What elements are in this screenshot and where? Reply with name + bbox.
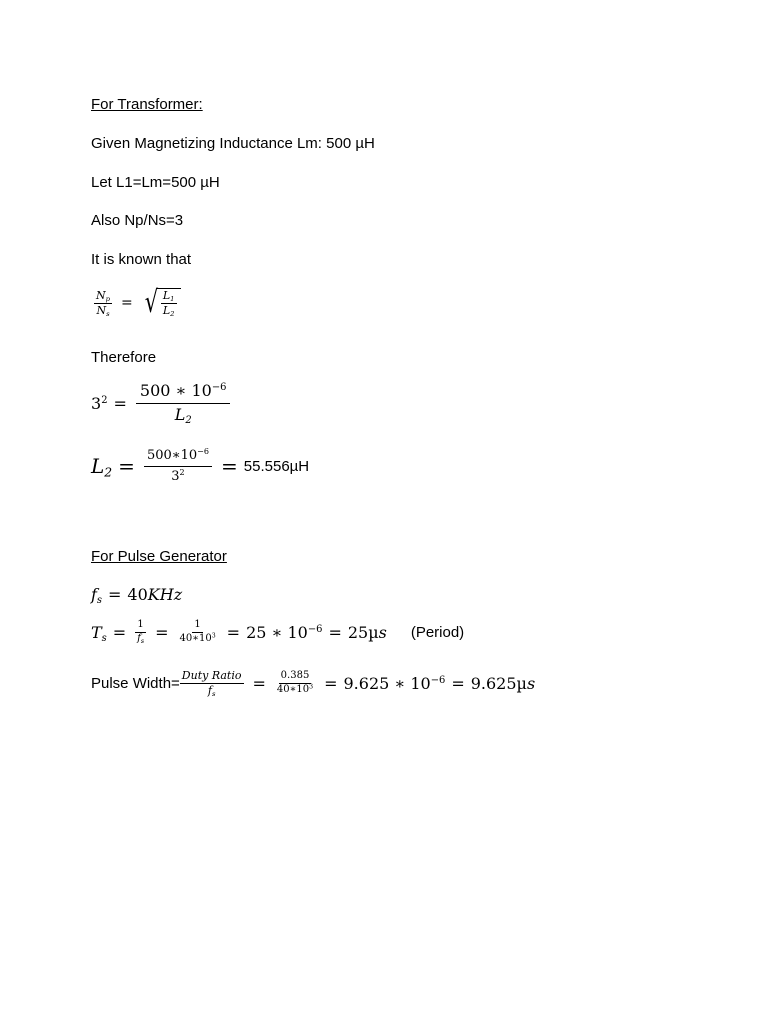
l1-line [91,175,220,190]
numerator: 1 [192,620,202,633]
magnetizing-inductance-label: Given Magnetizing Inductance Lm: [91,135,327,152]
square-root: √ $\frac{L_1}{L_2}$ [139,288,181,318]
turns-ratio-value: 3 [174,212,184,229]
duty-ratio: Duty Ratio [181,669,242,682]
fs-value: 40 [127,585,148,604]
l2-symbol: L [174,404,186,424]
equals-sign: = [108,585,122,604]
pulse-width-equation [91,670,535,696]
l1-subscript: 1 [170,295,175,304]
pulse-width-result: 9.625µs [470,673,536,693]
numerator: 500∗10 [146,448,198,463]
l1-label: Let L1=Lm= [91,174,172,191]
numerator: 0.385 [279,671,312,684]
numerator-exponent: −6 [197,447,210,457]
equals-sign: = [328,622,342,642]
equals-sign: = [451,673,465,693]
l2-fraction [144,449,212,483]
pulse-width-scientific: 9.625 ∗ $10^{-6}$ [343,673,446,693]
numerator: 1 [135,620,145,633]
one-over-40k [177,620,217,644]
l2-symbol: L [162,304,171,317]
equals-sign: = [324,673,338,693]
pulse-generator-heading: For Pulse Generator [91,548,227,565]
l2-result: 55.556µH [243,457,310,475]
therefore-line: Therefore [91,349,157,366]
denominator-exponent: 3 [309,682,314,690]
equals-sign: = [155,622,169,642]
fs-denominator: f [137,632,141,644]
equals-sign: = [118,454,135,479]
period-note: (Period) [410,623,465,641]
denominator: 40∗10 [276,683,310,695]
inductance-equation [91,383,233,424]
numerator-exponent: −6 [211,382,227,394]
ts-symbol: $T_s$ [91,622,107,644]
pulse-width-label: Pulse Width= [91,674,180,692]
turns-ratio-equation [91,285,181,320]
transformer-heading: For Transformer: [91,96,203,113]
duty-value-fraction [275,671,315,695]
magnetizing-inductance-line [91,136,375,151]
period-scientific: 25 ∗ $10^{-6}$ [246,622,323,642]
l2-subscript: 2 [170,310,175,319]
denominator: 40∗10 [179,632,212,644]
l1-symbol: L [162,289,171,303]
one-over-fs [135,620,146,644]
np-symbol: N [96,288,106,302]
magnetizing-inductance-value: 500 µH [326,135,375,152]
denominator-exponent: 3 [211,631,216,639]
duty-ratio-fraction [180,670,244,696]
l1-value: 500 µH [171,174,220,191]
denominator-exponent: 2 [179,467,185,477]
l2-lhs: $L_2$ [91,454,113,480]
np-ns-fraction [94,290,112,316]
l2-result-equation [91,449,309,483]
turns-ratio-label: Also Np/Ns= [91,212,175,229]
fs-subscript: s [211,689,216,698]
fs-symbol: $f_s$ [91,585,103,606]
equals-sign: = [112,622,127,642]
l2-subscript: 2 [185,414,192,426]
equals-sign: = [121,295,133,311]
three-squared: $3^2$ [91,393,108,413]
turns-ratio-line [91,213,183,228]
denominator: 3 [171,468,180,484]
np-subscript: p [105,294,110,303]
inductance-fraction [136,383,231,424]
period-equation [91,620,464,644]
numerator: 500 ∗ 10 [139,381,212,400]
fs-unit: KHz [147,585,183,604]
ns-symbol: N [96,303,107,317]
equals-sign: = [226,622,241,642]
equals-sign: = [252,673,266,693]
equals-sign: = [113,393,127,413]
switching-frequency-equation [91,585,182,604]
l1-l2-fraction [161,289,177,319]
ns-subscript: s [106,309,110,318]
fs-denominator: f [207,683,212,697]
known-that-line: It is known that [91,251,192,268]
equals-sign: = [221,454,238,479]
period-result: 25µs [347,622,387,642]
fs-subscript: s [140,637,145,645]
